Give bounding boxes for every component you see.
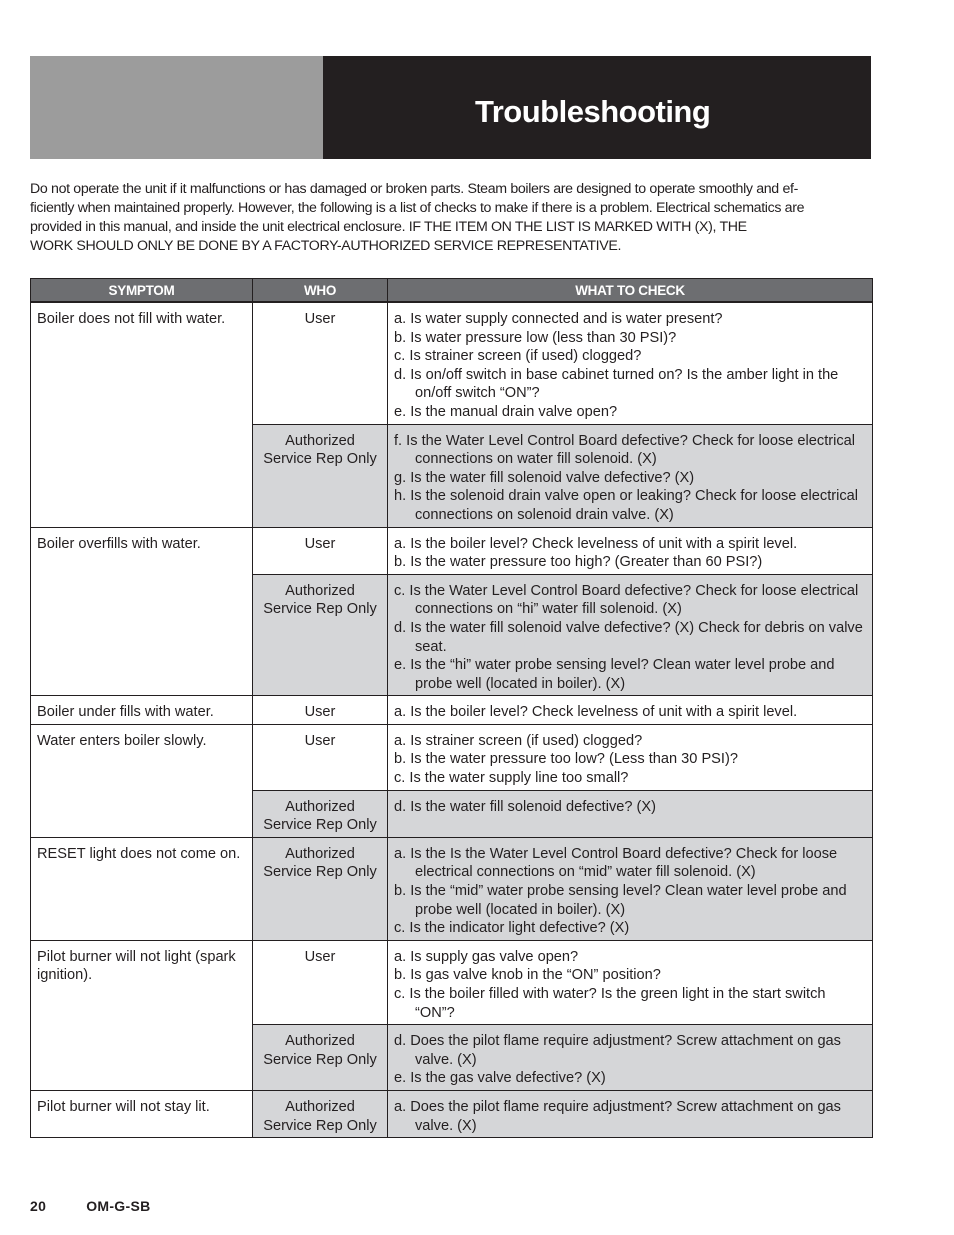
table-row — [31, 302, 873, 424]
check-item: c. Is the boiler filled with water? Is the green light in the start switch “ON”? — [394, 986, 826, 1021]
check-item: a. Is the boiler level? Check levelness of unit with a spirit level. — [394, 535, 798, 552]
check-item: a. Is the Is the Water Level Control Board defective? Check for loose electrical connections on “mid” water fill solenoid. (X) — [394, 845, 838, 881]
check-item: h. Is the solenoid drain valve open or leaking? Check for loose electrical connections on solenoid drain valve. (X) — [394, 488, 859, 523]
what-to-check-cell — [388, 527, 873, 574]
what-to-check-cell — [388, 1090, 873, 1137]
check-item: f. Is the Water Level Control Board defective? Check for loose electrical connections on water fill solenoid. (X) — [394, 432, 855, 468]
who-cell: Authorized Service Rep Only — [253, 424, 388, 527]
what-to-check-cell — [388, 724, 873, 790]
intro-line: provided in this manual, and inside the unit electrical enclosure. IF THE ITEM ON THE LIST IS MARKED WITH (X), THE — [30, 219, 747, 235]
who-cell: User — [253, 527, 388, 574]
banner-grey-block — [30, 56, 323, 159]
document-code: OM-G-SB — [86, 1198, 151, 1214]
check-item: a. Is the boiler level? Check levelness of unit with a spirit level. — [394, 704, 798, 721]
what-to-check-cell — [388, 696, 873, 725]
check-item: d. Is the water fill solenoid defective? (X) — [394, 798, 657, 815]
column-header-symptom: SYMPTOM — [31, 279, 253, 303]
check-item: e. Is the manual drain valve open? — [394, 403, 618, 420]
check-item: e. Is the “hi” water probe sensing level? Clean water level probe and probe well (located in boiler). (X) — [394, 657, 835, 692]
table-row — [31, 1090, 873, 1137]
table-row — [31, 527, 873, 574]
what-to-check-cell — [388, 574, 873, 696]
page-title: Troubleshooting — [475, 94, 711, 129]
banner-dark-block — [323, 56, 871, 159]
table-row — [31, 724, 873, 790]
check-item: b. Is the water pressure too high? (Greater than 60 PSI?) — [394, 554, 763, 571]
who-cell: Authorized Service Rep Only — [253, 837, 388, 940]
check-item: c. Is strainer screen (if used) clogged? — [394, 348, 642, 365]
check-item: b. Is gas valve knob in the “ON” position? — [394, 967, 661, 984]
table-header-row — [31, 279, 873, 303]
check-item: a. Does the pilot flame require adjustment? Screw attachment on gas valve. (X) — [394, 1098, 841, 1134]
intro-line: WORK SHOULD ONLY BE DONE BY A FACTORY-AUTHORIZED SERVICE REPRESENTATIVE. — [30, 238, 622, 254]
check-item: d. Is on/off switch in base cabinet turned on? Is the amber light in the on/off switch “ON”? — [394, 366, 839, 402]
check-item: c. Is the indicator light defective? (X) — [394, 920, 630, 937]
check-item: a. Is supply gas valve open? — [394, 948, 579, 965]
intro-paragraph — [30, 180, 872, 256]
who-cell: Authorized Service Rep Only — [253, 790, 388, 837]
who-cell: Authorized Service Rep Only — [253, 1025, 388, 1091]
troubleshooting-table — [30, 278, 873, 1138]
page-number: 20 — [30, 1198, 47, 1214]
intro-line: ficiently when maintained properly. However, the following is a list of checks to make if there is a problem. Electrical schematics are — [30, 200, 805, 216]
table-row — [31, 837, 873, 940]
table-row — [31, 940, 873, 1024]
symptom-cell: Water enters boiler slowly. — [31, 724, 253, 837]
symptom-cell: Pilot burner will not stay lit. — [31, 1090, 253, 1137]
page-footer — [30, 1198, 151, 1214]
symptom-cell: RESET light does not come on. — [31, 837, 253, 940]
check-item: c. Is the water supply line too small? — [394, 770, 629, 787]
check-item: e. Is the gas valve defective? (X) — [394, 1070, 606, 1087]
intro-line: Do not operate the unit if it malfunctions or has damaged or broken parts. Steam boilers are designed to operate smoothly and ef- — [30, 181, 798, 197]
check-item: b. Is water pressure low (less than 30 PSI)? — [394, 329, 677, 346]
column-header-who: WHO — [253, 279, 388, 303]
who-cell: Authorized Service Rep Only — [253, 574, 388, 696]
who-cell: User — [253, 724, 388, 790]
who-cell: Authorized Service Rep Only — [253, 1090, 388, 1137]
who-cell: User — [253, 696, 388, 725]
who-cell: User — [253, 940, 388, 1024]
check-item: b. Is the water pressure too low? (Less than 30 PSI)? — [394, 751, 738, 768]
what-to-check-cell — [388, 424, 873, 527]
check-item: a. Is strainer screen (if used) clogged? — [394, 732, 643, 749]
title-banner — [30, 56, 871, 159]
check-item: c. Is the Water Level Control Board defective? Check for loose electrical connections on “hi” water fill solenoid. (X) — [394, 582, 859, 618]
what-to-check-cell — [388, 302, 873, 424]
column-header-what-to-check: WHAT TO CHECK — [388, 279, 873, 303]
what-to-check-cell — [388, 1025, 873, 1091]
check-item: d. Is the water fill solenoid valve defective? (X) Check for debris on valve seat. — [394, 619, 863, 655]
symptom-cell: Pilot burner will not light (spark ignition). — [31, 940, 253, 1090]
check-item: d. Does the pilot flame require adjustment? Screw attachment on gas valve. (X) — [394, 1033, 841, 1068]
symptom-cell: Boiler under fills with water. — [31, 696, 253, 725]
check-item: b. Is the “mid” water probe sensing level? Clean water level probe and probe well (located in boiler). (X) — [394, 883, 847, 918]
what-to-check-cell — [388, 837, 873, 940]
what-to-check-cell — [388, 940, 873, 1024]
table-row — [31, 696, 873, 725]
what-to-check-cell — [388, 790, 873, 837]
symptom-cell: Boiler does not fill with water. — [31, 302, 253, 527]
check-item: g. Is the water fill solenoid valve defective? (X) — [394, 469, 695, 486]
symptom-cell: Boiler overfills with water. — [31, 527, 253, 696]
who-cell: User — [253, 302, 388, 424]
check-item: a. Is water supply connected and is water present? — [394, 311, 723, 327]
